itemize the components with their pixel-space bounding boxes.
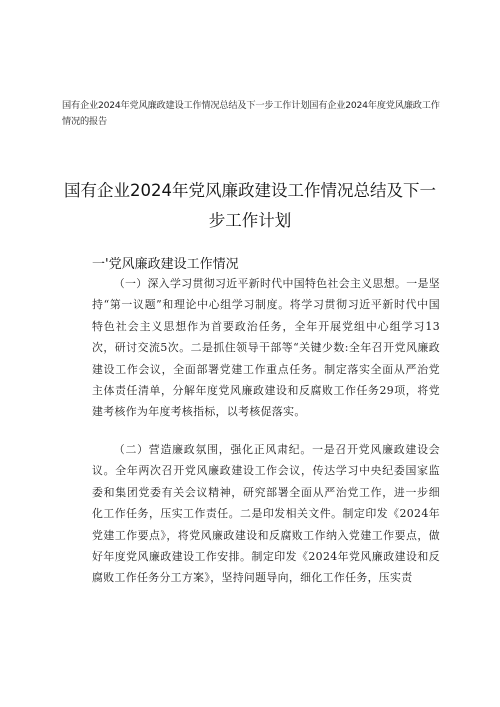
document-title: 国有企业2024年党风廉政建设工作情况总结及下一步工作计划	[64, 181, 436, 230]
section-heading: 一'党风廉政建设工作情况	[92, 257, 239, 272]
document-header: 国有企业2024年党风廉政建设工作情况总结及下一步工作计划国有企业2024年度党风廉政工作情况的报告	[62, 100, 440, 127]
paragraph-1: （一）深入学习贯彻习近平新时代中国特色社会主义思想。一是坚持“第一议题”和理论中心组学习制度。将学习贯彻习近平新时代中国特色社会主义思想作为首要政治任务，全年开展党组中心组学习13次，研讨交流5次。二是抓住领导干部等“关键少数:全年召开党风廉政建设工作会议，全面部署党建工作重点任务。制定落实全面从严治党主体责任清单，分解年度党风廉政建设和反腐败工作任务29项，将党建考核作为年度考核指标，以考核促落实。	[92, 277, 440, 419]
paragraph-2: （二）营造廉政氛围，强化正风肃纪。一是召开党风廉政建设会议。全年两次召开党风廉政建设工作会议，传达学习中央纪委国家监委和集团党委有关会议精神，研究部署全面从严治党工作，进一步细化工作任务，压实工作责任。二是印发相关文件。制定印发《2024年党建工作要点》，将党风廉政建设和反腐败工作纳入党建工作要点，做好年度党风廉政建设工作安排。制定印发《2024年党风廉政建设和反腐败工作任务分工方案》，坚持问题导向，细化工作任务，压实责	[92, 443, 440, 585]
